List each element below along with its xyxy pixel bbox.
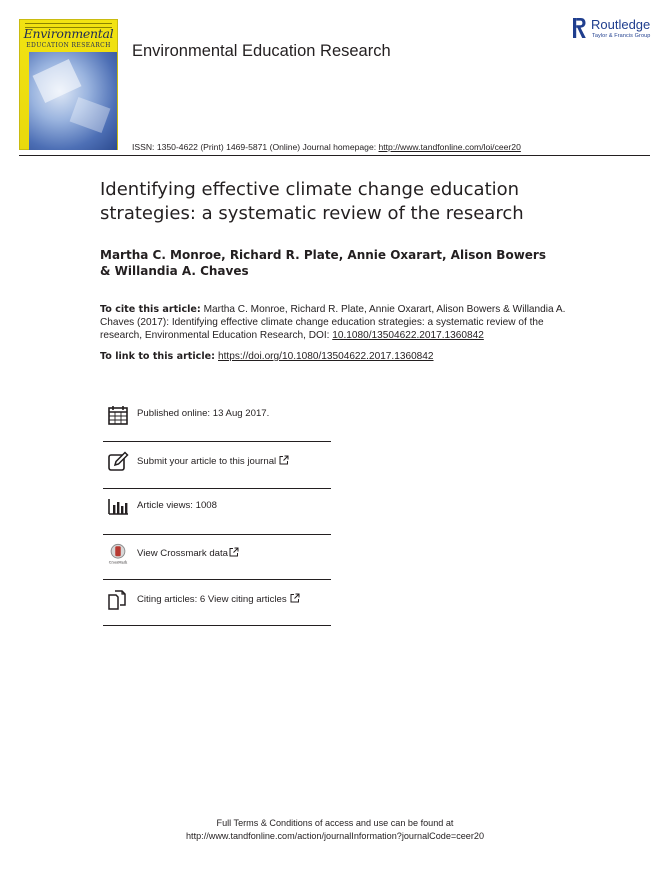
terms-footer (0, 817, 670, 843)
citing-articles-link[interactable] (137, 593, 300, 605)
submit-row[interactable] (103, 451, 331, 471)
bar-chart-icon (107, 496, 129, 518)
info-divider (103, 534, 331, 535)
crossmark-icon (107, 543, 129, 565)
header-divider (19, 155, 650, 156)
info-divider (103, 441, 331, 442)
crossmark-link[interactable] (137, 547, 239, 559)
cover-subtitle: EDUCATION RESEARCH (26, 42, 111, 49)
citation-label: To cite this article: (100, 304, 201, 315)
issn-text: ISSN: 1350-4622 (Print) 1469-5871 (Online) Journal homepage: (132, 142, 379, 152)
external-link-icon (279, 455, 289, 465)
citing-row[interactable] (103, 589, 331, 609)
issn-line (132, 142, 521, 152)
publisher-name: Routledge (591, 17, 651, 32)
cover-title: Environmental (23, 26, 114, 41)
citation-block (100, 303, 570, 342)
journal-cover-image (19, 19, 118, 150)
publisher-tagline: Taylor & Francis Group (592, 33, 651, 39)
article-views: Article views: 1008 (137, 500, 217, 511)
routledge-logo-icon (572, 17, 587, 39)
external-link-icon (290, 593, 300, 603)
published-row (103, 404, 331, 424)
submit-article-link[interactable] (137, 455, 289, 467)
citation-doi-link[interactable]: 10.1080/13504622.2017.1360842 (332, 330, 484, 341)
published-date: Published online: 13 Aug 2017. (137, 408, 270, 419)
citing-articles-label: Citing articles: 6 View citing articles (137, 594, 287, 605)
info-divider (103, 579, 331, 580)
crossmark-badge-text: CrossMark (108, 560, 128, 565)
article-title: Identifying effective climate change education strategies: a systematic review of the research (100, 179, 524, 224)
external-link-icon (229, 547, 239, 557)
crossmark-row[interactable] (103, 543, 331, 563)
info-divider (103, 488, 331, 489)
crossmark-label: View Crossmark data (137, 548, 228, 559)
journal-homepage-link[interactable]: http://www.tandfonline.com/loi/ceer20 (378, 142, 521, 152)
article-doi-url[interactable]: https://doi.org/10.1080/13504622.2017.1360842 (218, 351, 434, 362)
article-link-block (100, 350, 570, 363)
terms-line: Full Terms & Conditions of access and use can be found at (216, 818, 454, 828)
info-divider (103, 625, 331, 626)
citing-articles-icon (107, 589, 129, 611)
article-authors: Martha C. Monroe, Richard R. Plate, Annie Oxarart, Alison Bowers & Willandia A. Chaves (100, 248, 546, 278)
terms-url[interactable]: http://www.tandfonline.com/action/journalInformation?journalCode=ceer20 (186, 831, 484, 841)
calendar-icon (107, 404, 129, 426)
journal-name: Environmental Education Research (132, 42, 391, 60)
edit-icon (107, 451, 129, 473)
submit-article-label: Submit your article to this journal (137, 456, 277, 467)
views-row (103, 496, 331, 516)
article-link-label: To link to this article: (100, 351, 215, 362)
cover-photo (29, 52, 117, 150)
citation-text: Martha C. Monroe, Richard R. Plate, Annie Oxarart, Alison Bowers & Willandia A. Chaves (2017): Identifying effective climate change education strategies: a systematic review of the research, Environmental Education Research, DOI: (100, 304, 566, 341)
